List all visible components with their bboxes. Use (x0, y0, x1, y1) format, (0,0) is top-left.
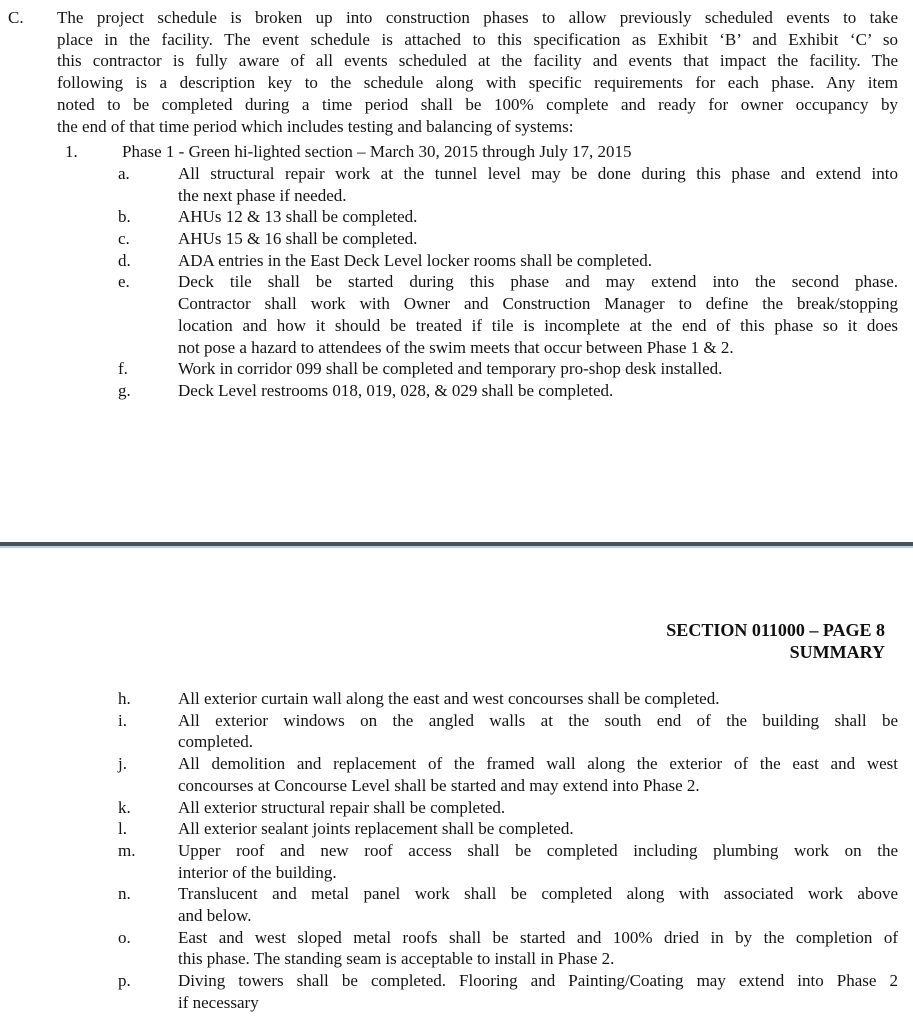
item-text: AHUs 15 & 16 shall be completed. (178, 229, 418, 249)
list-item-k (118, 797, 898, 819)
item-text: ADA entries in the East Deck Level locker rooms shall be completed. (178, 250, 652, 270)
phase1-continued-block (8, 688, 898, 1014)
item-letter: c. (118, 229, 130, 249)
item-letter: m. (118, 840, 136, 860)
item-text: Upper roof and new roof access shall be completed including plumbing work on the interior of the building. (178, 840, 898, 882)
item-letter: f. (118, 359, 128, 379)
item-letter: l. (118, 819, 127, 839)
item-text: Work in corridor 099 shall be completed and temporary pro-shop desk installed. (178, 359, 723, 379)
list-item-e (118, 271, 898, 358)
item-letter: a. (118, 163, 130, 183)
phase1-title: Phase 1 - Green hi-lighted section – March 30, 2015 through July 17, 2015 (122, 142, 632, 162)
item-text: All exterior sealant joints replacement shall be completed. (178, 819, 574, 839)
item-text: AHUs 12 & 13 shall be completed. (178, 207, 418, 227)
item-text: Translucent and metal panel work shall be completed along with associated work above and below. (178, 884, 898, 926)
item-text: Diving towers shall be completed. Flooring and Painting/Coating may extend into Phase 2 if necessary (178, 971, 898, 1012)
list-item-m (118, 840, 898, 883)
page-header-title: SUMMARY (789, 641, 885, 662)
item-letter: p. (118, 971, 131, 991)
item-text: All structural repair work at the tunnel level may be done during this phase and extend into the next phase if needed. (178, 163, 898, 205)
item-letter: o. (118, 927, 131, 947)
page-header-section: SECTION 011000 – PAGE 8 (666, 620, 885, 640)
item-letter: e. (118, 272, 130, 292)
list-item-h (118, 688, 898, 710)
item-letter: b. (118, 207, 131, 227)
item-text: Deck tile shall be started during this phase and may extend into the second phase. Contractor shall work with Owner and Construction Manager to define the break/stopping location and how it should be treated if tile is incomplete at the end of this phase so it does not pose a hazard to attendees of the swim meets that occur between Phase 1 & 2. (178, 272, 898, 357)
list-item-j (118, 753, 898, 796)
item-text: Deck Level restrooms 018, 019, 028, & 029 shall be completed. (178, 380, 614, 400)
list-item-o (118, 927, 898, 970)
list-item-p (118, 970, 898, 1013)
item-letter: g. (118, 380, 131, 400)
list-item-c (118, 228, 898, 250)
list-item-n (118, 883, 898, 926)
item-text: All exterior windows on the angled walls at the south end of the building shall be completed. (178, 710, 898, 752)
paragraph-c-text: The project schedule is broken up into construction phases to allow previously scheduled events to take place in the facility. The event schedule is attached to this specification as Exhibit ‘B’ and Exhibit ‘C’ so this contractor is fully aware of all events scheduled at the facility and events that impact the facility. The following is a description key to the schedule along with specific requirements for each phase. Any item noted to be completed during a time period shall be 100% complete and ready for owner occupancy by the end of that time period which includes testing and balancing of systems: (57, 8, 898, 136)
item-letter: n. (118, 884, 131, 904)
phase1-number: 1. (65, 142, 78, 162)
item-text: All exterior structural repair shall be completed. (178, 797, 506, 817)
page-header (666, 620, 885, 663)
item-letter: d. (118, 250, 131, 270)
item-letter: j. (118, 754, 127, 774)
item-text: All demolition and replacement of the framed wall along the exterior of the east and west concourses at Concourse Level shall be started and may extend into Phase 2. (178, 754, 898, 795)
list-item-d (118, 250, 898, 272)
phase1-heading (65, 141, 898, 163)
item-text: East and west sloped metal roofs shall be started and 100% dried in by the completion of this phase. The standing seam is acceptable to install in Phase 2. (178, 927, 898, 969)
paragraph-c-label: C. (8, 8, 24, 27)
section-c-block (8, 7, 898, 402)
list-item-b (118, 206, 898, 228)
list-item-a (118, 163, 898, 206)
item-letter: k. (118, 797, 131, 817)
page-break-divider (0, 542, 913, 548)
list-item-l (118, 818, 898, 840)
list-item-i (118, 710, 898, 753)
item-letter: i. (118, 710, 127, 730)
item-text: All exterior curtain wall along the east and west concourses shall be completed. (178, 689, 720, 708)
list-item-f (118, 358, 898, 380)
item-letter: h. (118, 689, 131, 708)
list-item-g (118, 380, 898, 402)
paragraph-c (8, 7, 898, 137)
